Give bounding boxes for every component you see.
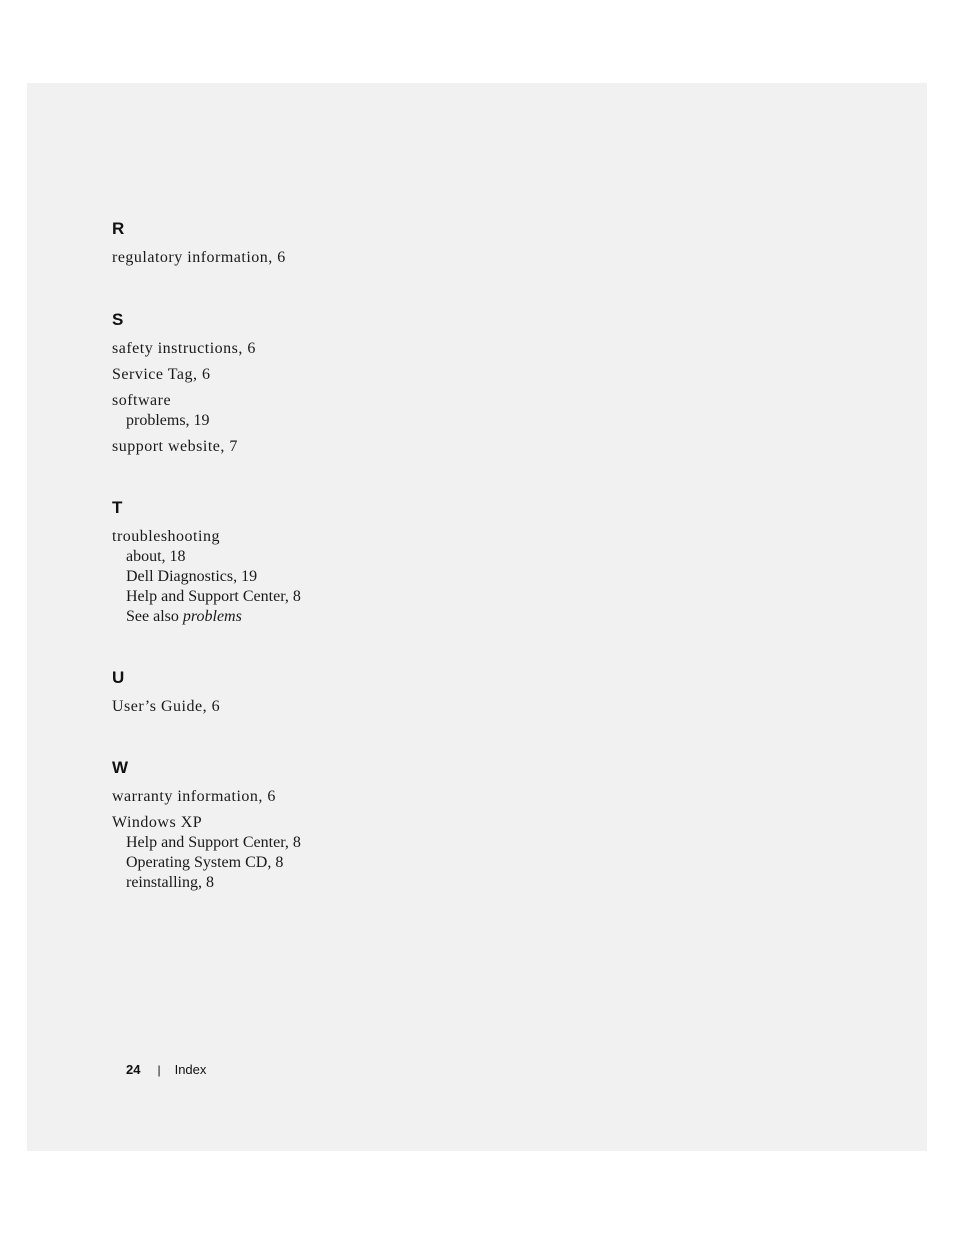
entry-subterm: Help and Support Center, 8: [126, 834, 301, 851]
entry-term: software: [112, 392, 172, 409]
entry-term: Service Tag, 6: [112, 366, 211, 383]
footer-separator: |: [157, 1063, 161, 1077]
see-also-prefix: See also: [126, 608, 179, 625]
entry-term: support website, 7: [112, 438, 238, 455]
index-entry: [112, 437, 512, 457]
entry-term: warranty information, 6: [112, 788, 276, 805]
entry-subterm: Dell Diagnostics, 19: [126, 568, 258, 585]
section-letter: S: [112, 310, 124, 329]
entry-subterm: Help and Support Center, 8: [126, 588, 301, 605]
page-footer: [126, 1062, 206, 1078]
section-letter: W: [112, 758, 129, 777]
index-section-s: [112, 310, 512, 457]
index-section-t: [112, 498, 512, 627]
index-section-r: [112, 219, 512, 268]
footer-section-title: Index: [174, 1062, 207, 1077]
entry-subterm: problems, 19: [126, 412, 210, 429]
page-number: 24: [126, 1062, 141, 1077]
index-section-u: [112, 668, 512, 717]
index-section-w: [112, 758, 512, 893]
entry-term: safety instructions, 6: [112, 340, 256, 357]
see-also-target: problems: [182, 608, 242, 625]
entry-subterm: reinstalling, 8: [126, 874, 214, 891]
index-entry: [112, 527, 512, 627]
index-entry: [112, 697, 512, 717]
entry-subterm: Operating System CD, 8: [126, 854, 284, 871]
see-also-reference: [112, 607, 512, 627]
entry-term: Windows XP: [112, 814, 203, 831]
index-entry: [112, 813, 512, 893]
index-entry: [112, 339, 512, 359]
entry-term: troubleshooting: [112, 528, 220, 545]
section-letter: U: [112, 668, 125, 687]
entry-term: User’s Guide, 6: [112, 698, 221, 715]
index-entry: [112, 365, 512, 385]
index-column: [112, 219, 512, 933]
index-entry: [112, 248, 512, 268]
index-entry: [112, 391, 512, 431]
section-letter: T: [112, 498, 123, 517]
section-letter: R: [112, 219, 125, 238]
entry-subterm: about, 18: [126, 548, 186, 565]
entry-term: regulatory information, 6: [112, 249, 286, 266]
index-entry: [112, 787, 512, 807]
